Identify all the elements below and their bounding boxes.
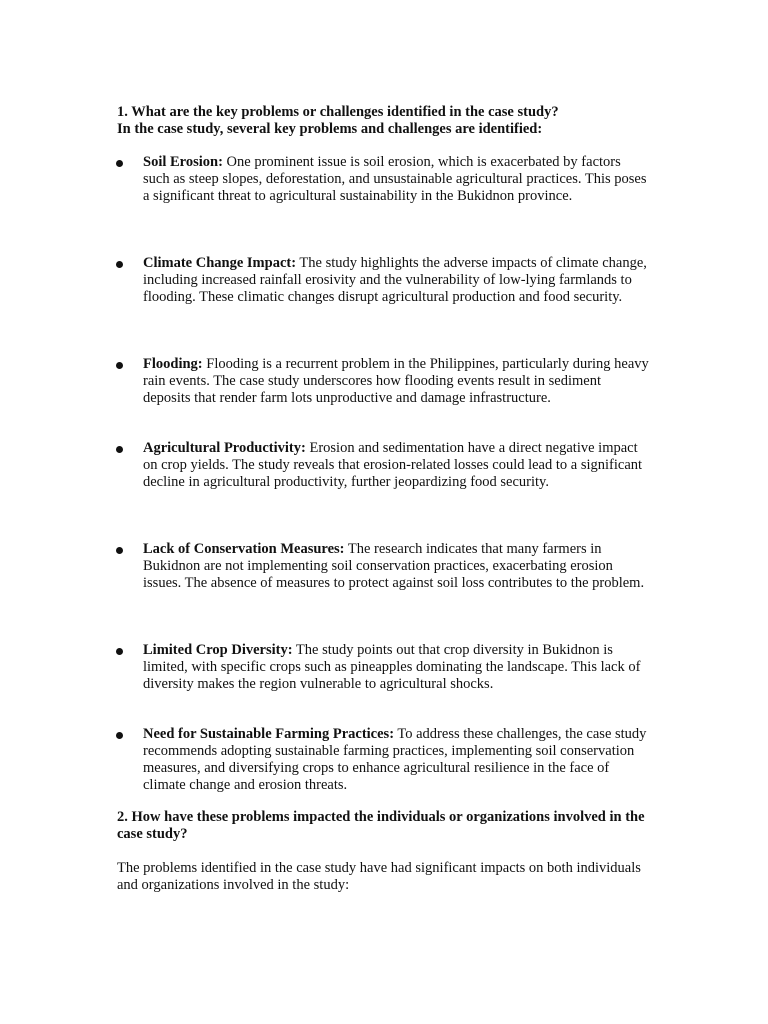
list-item-text xyxy=(143,255,649,306)
list-item-body: The research indicates that many farmers in Bukidnon are not implementing soil conservation practices, exacerbating erosion issues. The absence of measures to protect against soil loss contributes to the problem. xyxy=(143,541,645,591)
list-item-text xyxy=(143,356,649,407)
question-1-intro: In the case study, several key problems and challenges are identified: xyxy=(117,121,543,137)
list-item-body: One prominent issue is soil erosion, which is exacerbated by factors such as steep slopes, deforestation, and unsustainable agricultural practices. This poses a significant threat to agricultural sustainability in the Bukidnon province. xyxy=(143,154,647,204)
list-item-text xyxy=(143,154,649,205)
list-item-text xyxy=(143,440,649,491)
bullet-icon xyxy=(116,648,123,655)
bullet-icon xyxy=(116,362,123,369)
list-item-body: The study points out that crop diversity in Bukidnon is limited, with specific crops such as pineapples dominating the landscape. This lack of diversity makes the region vulnerable to agricultural shocks. xyxy=(143,642,641,692)
list-item-body: Flooding is a recurrent problem in the Philippines, particularly during heavy rain events. The case study underscores how flooding events result in sediment deposits that render farm lots unproductive and damage infrastructure. xyxy=(143,356,649,406)
bullet-icon xyxy=(116,547,123,554)
list-item-title: Agricultural Productivity: xyxy=(143,440,306,456)
list-item-title: Lack of Conservation Measures: xyxy=(143,541,345,557)
list-item-title: Climate Change Impact: xyxy=(143,255,297,271)
list-item-title: Need for Sustainable Farming Practices: xyxy=(143,726,395,742)
bullet-icon xyxy=(116,446,123,453)
question-2-heading: 2. How have these problems impacted the individuals or organizations involved in the case study? xyxy=(117,809,645,842)
list-item-text xyxy=(143,726,649,794)
question-1-heading: 1. What are the key problems or challenges identified in the case study? xyxy=(117,104,559,120)
list-item-title: Flooding: xyxy=(143,356,203,372)
list-item-body: Erosion and sedimentation have a direct negative impact on crop yields. The study reveals that erosion-related losses could lead to a significant decline in agricultural productivity, further jeopardizing food security. xyxy=(143,440,643,490)
list-item-text xyxy=(143,642,649,693)
list-item-title: Limited Crop Diversity: xyxy=(143,642,293,658)
bullet-icon xyxy=(116,732,123,739)
list-item-text xyxy=(143,541,649,592)
bullet-icon xyxy=(116,261,123,268)
list-item-body: The study highlights the adverse impacts of climate change, including increased rainfall erosivity and the vulnerability of low-lying farmlands to flooding. These climatic changes disrupt agricultural production and food security. xyxy=(143,255,647,305)
list-item-title: Soil Erosion: xyxy=(143,154,223,170)
bullet-icon xyxy=(116,160,123,167)
list-item-body: To address these challenges, the case study recommends adopting sustainable farming practices, implementing soil conservation measures, and diversifying crops to enhance agricultural resilience in the face of climate change and erosion threats. xyxy=(143,726,647,793)
question-2-paragraph: The problems identified in the case study have had significant impacts on both individuals and organizations involved in the study: xyxy=(117,860,641,893)
